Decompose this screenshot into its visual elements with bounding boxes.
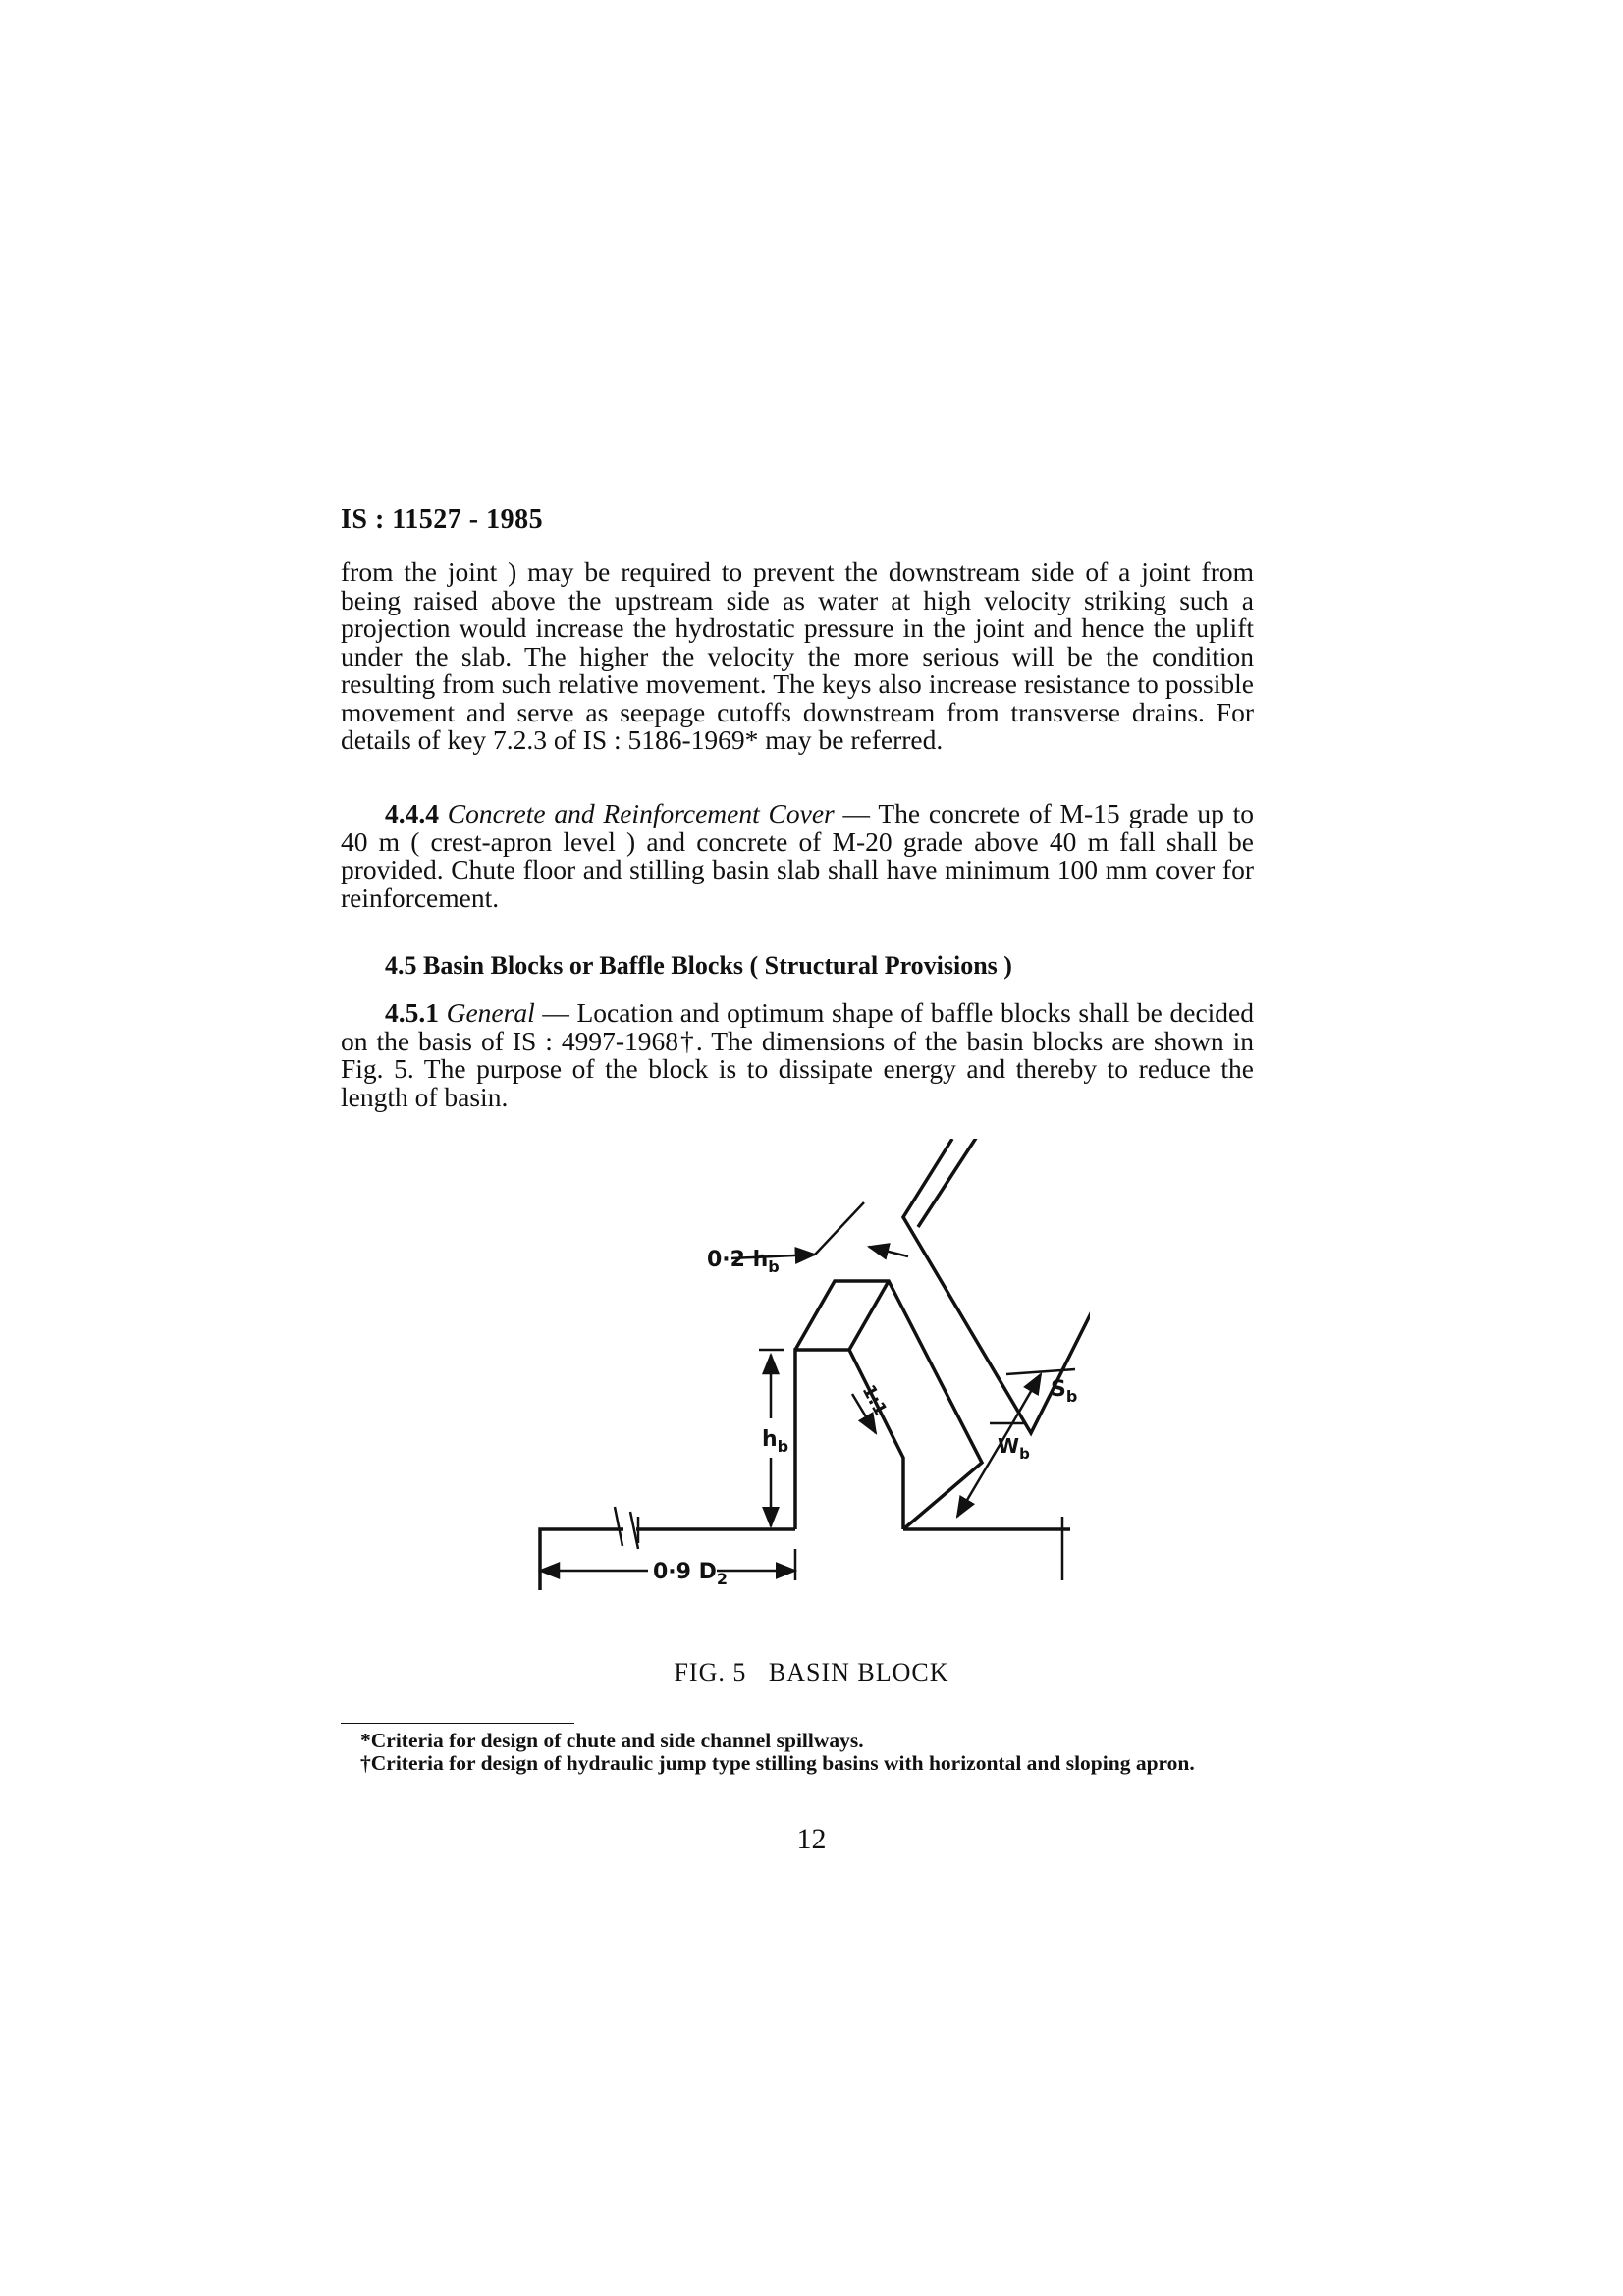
footnote-item: *Criteria for design of chute and side channel spillways. [360, 1729, 864, 1752]
clause-dash: — [534, 997, 577, 1028]
label-width: $W_b$ [998, 1434, 1030, 1463]
clause-number: 4.5.1 [385, 997, 439, 1028]
footnotes [341, 1730, 1254, 1775]
clause-paragraph [341, 999, 1254, 1111]
footnote-divider [341, 1723, 574, 1724]
basin-block-figure [520, 1139, 1090, 1620]
figure-caption [0, 1658, 1623, 1687]
clause-body: Location and optimum shape of baffle blocks shall be decided on the basis of IS : 4997-1968†. The dimensions of the basin blocks are shown in Fig. 5. The purpose of the block is to dissipate energy and thereby to reduce the length of basin. [341, 997, 1255, 1112]
standard-header: IS : 11527 - 1985 [341, 505, 544, 535]
label-offset: 0·9 $D_2$ [653, 1560, 729, 1588]
section-number: 4.5 [385, 951, 417, 980]
clause-4-4-4 [341, 800, 1254, 912]
clause-number: 4.4.4 [385, 798, 439, 828]
dimension-lines [540, 1202, 1078, 1580]
clause-4-5-1 [341, 999, 1254, 1111]
page-number: 12 [796, 1823, 827, 1855]
block-outline [540, 1139, 1090, 1590]
figure-number: FIG. 5 [674, 1658, 747, 1686]
label-height: $h_b$ [762, 1427, 789, 1456]
figure-title: BASIN BLOCK [768, 1658, 949, 1686]
clause-body: The concrete of M-15 grade up to 40 m ( crest-apron level ) and concrete of M-20 grade above 40 m fall shall be provided. Chute floor and stilling basin slab shall have minimum 100 mm cover for reinforcement. [341, 798, 1255, 913]
label-slope: 1:1 [857, 1381, 892, 1419]
section-title: Basin Blocks or Baffle Blocks ( Structural Provisions ) [423, 951, 1012, 980]
clause-title: Concrete and Reinforcement Cover [447, 798, 835, 828]
footnote-item: †Criteria for design of hydraulic jump type stilling basins with horizontal and sloping apron. [360, 1751, 1195, 1775]
clause-title: General [446, 997, 535, 1028]
clause-paragraph [341, 800, 1254, 912]
section-heading-4-5 [385, 952, 1012, 981]
label-spacing: $S_b$ [1051, 1377, 1078, 1406]
basin-block-drawing [520, 1139, 1090, 1620]
label-top-width: 0·2 $h_b$ [707, 1248, 780, 1276]
paragraph-text: from the joint ) may be required to prevent the downstream side of a joint from being raised above the upstream side as water at high velocity striking such a projection would increase the hydrostatic pressure in the joint and hence the uplift under the slab. The higher the velocity the more serious will be the condition resulting from such relative movement. The keys also increase resistance to possible movement and serve as seepage cutoffs downstream from transverse drains. For details of key 7.2.3 of IS : 5186-1969* may be referred. [341, 557, 1254, 755]
paragraph-continuation [341, 559, 1254, 755]
clause-dash: — [834, 798, 879, 828]
